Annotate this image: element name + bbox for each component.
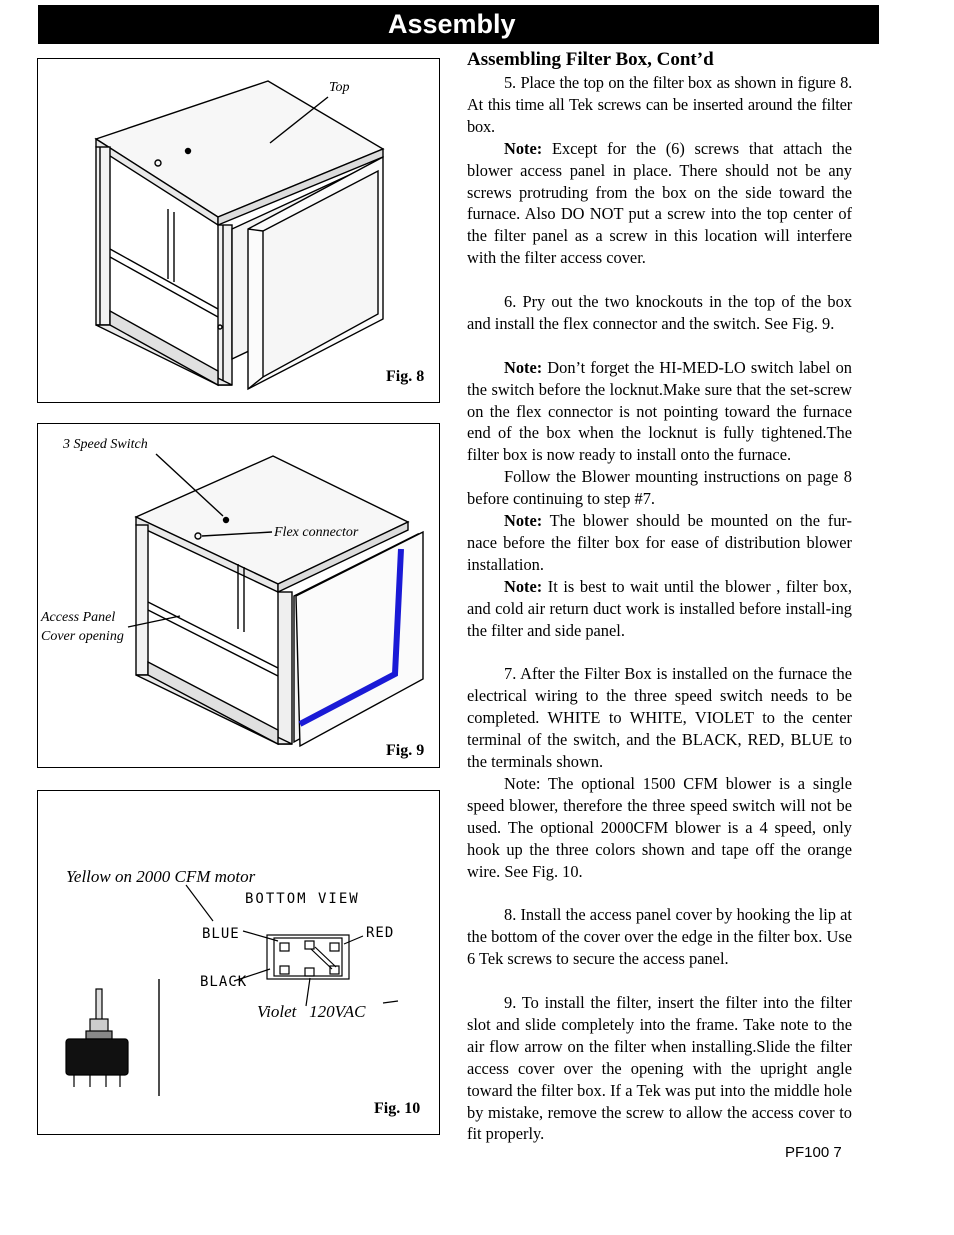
callout-flex-connector: Flex connector: [274, 525, 359, 540]
bottom-view-label: BOTTOM VIEW: [245, 891, 360, 907]
figure-9: [37, 423, 440, 768]
callout-3-speed-switch: 3 Speed Switch: [63, 437, 148, 452]
note-1-text: Except for the (6) screws that attach the blower access panel in place. There should not be any screws protruding from the box on the side toward the furnace. Also DO NOT put a screw into the top center of the filter panel as a screw in this location will interfere with the filter access cover.: [467, 138, 852, 268]
note-3-text: The blower should be mounted on the fur-nace before the filter box for ease of distribution blower installation.: [467, 511, 852, 574]
note-4: [467, 576, 852, 642]
figure-10: [37, 790, 440, 1135]
step-5: 5. Place the top on the filter box as shown in figure 8. At this time all Tek screws can be inserted around the filter box.: [467, 73, 852, 136]
section-heading: Assembling Filter Box, Cont’d: [467, 49, 714, 70]
switch-wiring-diagram: [38, 791, 439, 1134]
note-1: [467, 138, 852, 269]
figure-10-label: Fig. 10: [374, 1100, 421, 1117]
header-bar: [38, 5, 879, 44]
filter-box-drawing-fig8: [38, 59, 439, 402]
follow-blower: Follow the Blower mounting instructions on page 8 before continuing to step #7.: [467, 467, 852, 509]
note-label: Note:: [504, 138, 543, 158]
callout-violet-wire: Violet 120VAC: [257, 1002, 366, 1021]
note-2: [467, 357, 852, 467]
callout-cover-opening: Cover opening: [41, 629, 124, 644]
note-2-text: Don’t forget the HI-MED-LO switch label on the switch before the locknut.Make sure that the set-screw on the flex connector is not pointing toward the furnace end of the box when the locknut is fully tightened.The filter box is now ready to install onto the furnace.: [467, 357, 852, 465]
wire-label-red: RED: [366, 925, 395, 941]
step-9: 9. To install the filter, insert the filter into the filter slot and slide completely into the frame. Take note to the air flow arrow on the filter when installing.Slide the filter access cover over the opening with the upright angle toward the filter box. If a Tek was put into the middle hole by mistake, remove the screw to allow the access cover to fit properly.: [467, 992, 852, 1144]
note-3: [467, 510, 852, 576]
callout-yellow-wire: Yellow on 2000 CFM motor: [66, 867, 256, 886]
step-8: 8. Install the access panel cover by hooking the lip at the bottom of the cover over the edge in the filter box. Use 6 Tek screws to secure the access panel.: [467, 905, 852, 969]
filter-box-drawing-fig9: [38, 424, 439, 767]
instructions-column: [467, 48, 852, 1145]
figure-9-label: Fig. 9: [386, 742, 425, 759]
figure-8: [37, 58, 440, 403]
wire-label-black: BLACK: [200, 974, 248, 990]
step-7: 7. After the Filter Box is installed on the furnace the electrical wiring to the three speed switch needs to be completed. WHITE to WHITE, VIOLET to the center terminal of the switch, and the BLACK, RED, BLUE to the terminals shown.: [467, 664, 852, 772]
note-label: Note:: [504, 576, 543, 596]
page-title: Assembly: [388, 9, 516, 39]
page-number: PF100 7: [785, 1144, 842, 1161]
note-5: Note: The optional 1500 CFM blower is a single speed blower, therefore the three speed switch will not be used. The optional 2000CFM blower is a 4 speed, only hook up the three colors shown and tape off the orange wire. See Fig. 10.: [467, 773, 852, 881]
note-label: Note:: [504, 357, 543, 377]
figure-8-label: Fig. 8: [386, 368, 425, 385]
note-label: Note:: [504, 511, 543, 531]
note-4-text: It is best to wait until the blower , filter box, and cold air return duct work is installed before install-ing the filter and side panel.: [467, 576, 852, 640]
callout-access-panel: Access Panel: [41, 610, 116, 625]
step-6: 6. Pry out the two knockouts in the top of the box and install the flex connector and the switch. See Fig. 9.: [467, 292, 852, 333]
wire-label-blue: BLUE: [202, 926, 240, 942]
callout-top: Top: [329, 80, 350, 95]
